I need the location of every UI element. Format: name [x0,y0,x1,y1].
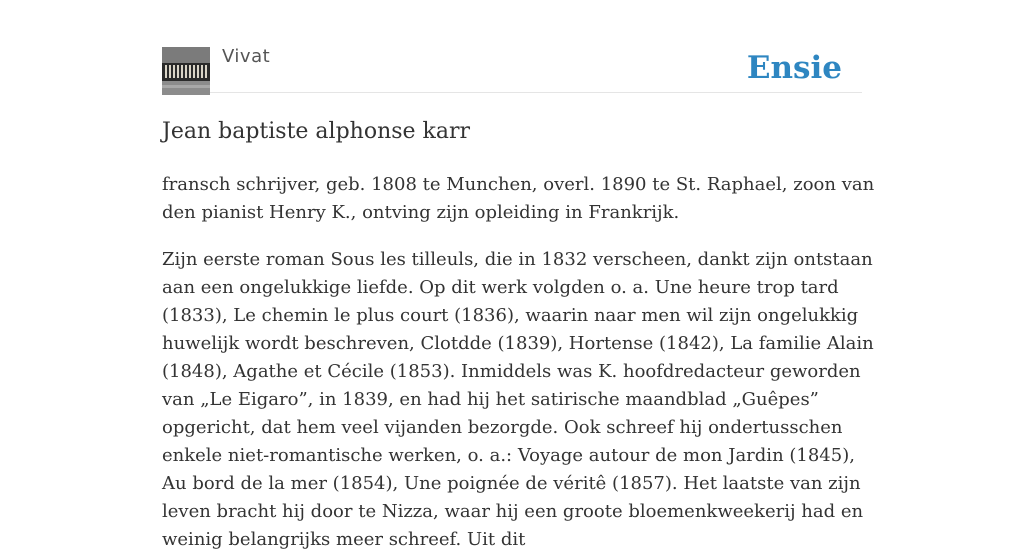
article-paragraph-2: Zijn eerste roman Sous les tilleuls, die in 1832 verscheen, dankt zijn ontstaan aan een ongelukkige liefde. Op dit werk volgden o. a. Une heure trop tard (1833), Le chemin le plus court (1836), waarin naar men wil zijn ongelukkig huwelijk wordt beschreven, Clotdde (1839), Hortense (1842), La familie Alain (1848), Agathe et Cécile (1853). Inmiddels was K. hoofdredacteur geworden van „Le Eigaro”, in 1839, en had hij het satirische maandblad „Guêpes” opgericht, dat hem veel vijanden bezorgde. Ook schreef hij ondertusschen enkele niet-romantische werken, o. a.: Voyage autour de mon Jardin (1845), Au bord de la mer (1854), Une poignée de véritê (1857). Het laatste van zijn leven bracht hij door te Nizza, waar hij een groote bloemenkweekerij had en weinig belangrijks meer schreef. Uit dit [162,249,874,550]
author-name[interactable]: Vivat [222,46,271,67]
article-paragraph-1: fransch schrijver, geb. 1808 te Munchen, overl. 1890 te St. Raphael, zoon van den pianist Henry K., ontving zijn opleiding in Frankrijk. [162,174,875,223]
header [162,0,862,93]
article-title: Jean baptiste alphonse karr [162,119,471,144]
typewriter-photo-icon [162,47,210,95]
avatar[interactable] [162,47,210,95]
page [162,0,875,554]
brand-logo[interactable]: Ensie [746,50,842,86]
